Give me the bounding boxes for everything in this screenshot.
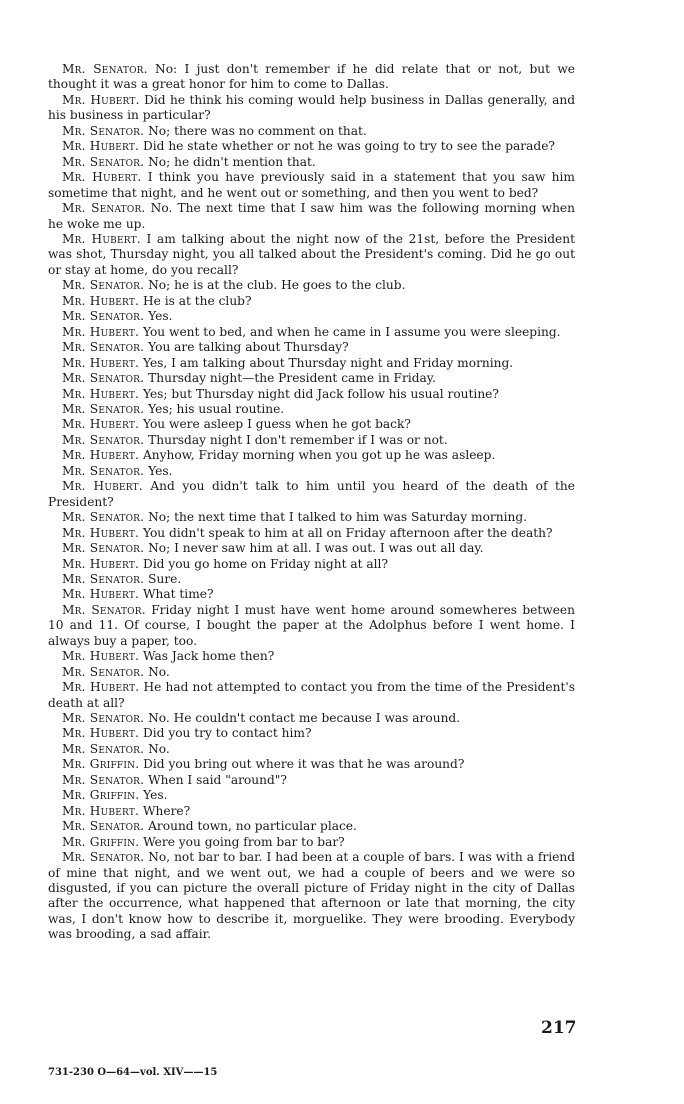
speaker-label: Mr. Senator. (62, 401, 145, 416)
testimony-paragraph (48, 294, 575, 309)
speaker-label: Mr. Senator. (62, 201, 146, 216)
statement-text: You went to bed, and when he came in I assume you were sleeping. (142, 324, 561, 339)
testimony-transcript (48, 62, 575, 943)
statement-text: Where? (142, 803, 191, 818)
speaker-label: Mr. Hubert. (62, 417, 140, 432)
statement-text: Thursday night I don't remember if I was or not. (148, 432, 448, 447)
statement-text: Did he think his coming would help business in Dallas generally, and his business in particular? (48, 92, 576, 123)
statement-text: No; he is at the club. He goes to the club. (148, 278, 406, 293)
testimony-paragraph (48, 232, 575, 278)
statement-text: No; there was no comment on that. (148, 123, 367, 138)
speaker-label: Mr. Hubert. (62, 479, 143, 494)
statement-text: And you didn't talk to him until you heard of the death of the President? (48, 479, 575, 509)
testimony-paragraph (48, 417, 575, 432)
testimony-paragraph (48, 201, 575, 232)
statement-text: I think you have previously said in a statement that you saw him sometime that night, and he went out or something, and then you went to bed? (48, 170, 575, 200)
speaker-label: Mr. Hubert. (62, 293, 140, 308)
speaker-label: Mr. Senator. (62, 571, 145, 586)
testimony-paragraph (48, 464, 575, 479)
statement-text: You were asleep I guess when he got back? (142, 417, 411, 432)
speaker-label: Mr. Hubert. (62, 324, 140, 339)
testimony-paragraph (48, 819, 575, 834)
statement-text: Yes; his usual routine. (148, 401, 285, 416)
statement-text: No; the next time that I talked to him was Saturday morning. (148, 510, 528, 525)
statement-text: He is at the club? (142, 293, 252, 308)
testimony-paragraph (48, 711, 575, 726)
statement-text: He had not attempted to contact you from the time of the President's death at all? (48, 680, 575, 710)
testimony-paragraph (48, 742, 575, 757)
statement-text: Anyhow, Friday morning when you got up he was asleep. (142, 448, 496, 463)
testimony-paragraph (48, 479, 575, 510)
statement-text: Did he state whether or not he was going to try to see the parade? (142, 139, 555, 154)
testimony-paragraph (48, 572, 575, 587)
testimony-paragraph (48, 587, 575, 602)
speaker-label: Mr. Senator. (62, 664, 145, 679)
testimony-paragraph (48, 680, 575, 711)
speaker-label: Mr. Senator. (62, 123, 145, 138)
speaker-label: Mr. Senator. (62, 309, 145, 324)
statement-text: Friday night I must have went home around somewheres between 10 and 11. Of course, I bought the paper at the Adolphus before I went home. I always buy a paper, too. (48, 602, 575, 648)
testimony-paragraph (48, 371, 575, 386)
testimony-paragraph (48, 726, 575, 741)
statement-text: You didn't speak to him at all on Friday afternoon after the death? (142, 525, 553, 540)
statement-text: No, not bar to bar. I had been at a couple of bars. I was with a friend of mine that night, and we went out, we had a couple of beers and we were so disgusted, if you can picture the overall picture of Friday night in the city of Dallas after the occurrence, what happened that afternoon or late that morning, the city was, I don't know how to describe it, morguelike. They were brooding. Everybody was brooding, a sad affair. (48, 850, 575, 942)
testimony-paragraph (48, 850, 575, 943)
testimony-paragraph (48, 649, 575, 664)
speaker-label: Mr. Senator. (62, 340, 145, 355)
testimony-paragraph (48, 541, 575, 556)
statement-text: Was Jack home then? (142, 649, 275, 664)
testimony-paragraph (48, 93, 575, 124)
speaker-label: Mr. Hubert. (62, 231, 141, 246)
speaker-label: Mr. Hubert. (62, 386, 140, 401)
speaker-label: Mr. Senator. (62, 278, 145, 293)
speaker-label: Mr. Griffin. (62, 834, 140, 849)
speaker-label: Mr. Hubert. (62, 355, 140, 370)
testimony-paragraph (48, 124, 575, 139)
statement-text: No. The next time that I saw him was the following morning when he woke me up. (48, 201, 575, 231)
statement-text: You are talking about Thursday? (148, 340, 349, 355)
testimony-paragraph (48, 356, 575, 371)
statement-text: Were you going from bar to bar? (143, 834, 345, 849)
speaker-label: Mr. Griffin. (62, 757, 140, 772)
speaker-label: Mr. Senator. (62, 772, 145, 787)
speaker-label: Mr. Hubert. (62, 726, 140, 741)
speaker-label: Mr. Senator. (62, 62, 148, 76)
testimony-paragraph (48, 340, 575, 355)
testimony-paragraph (48, 139, 575, 154)
footer-print-code: 731-230 O—64—vol. XIV——15 (48, 1067, 218, 1078)
speaker-label: Mr. Senator. (62, 850, 145, 865)
speaker-label: Mr. Senator. (62, 510, 145, 525)
testimony-paragraph (48, 788, 575, 803)
testimony-paragraph (48, 448, 575, 463)
speaker-label: Mr. Senator. (62, 154, 145, 169)
speaker-label: Mr. Hubert. (62, 170, 142, 185)
testimony-paragraph (48, 557, 575, 572)
statement-text: Thursday night—the President came in Friday. (148, 371, 436, 386)
testimony-paragraph (48, 510, 575, 525)
speaker-label: Mr. Hubert. (62, 448, 140, 463)
statement-text: Did you bring out where it was that he was around? (143, 757, 465, 772)
testimony-paragraph (48, 170, 575, 201)
speaker-label: Mr. Griffin. (62, 788, 140, 803)
statement-text: I am talking about the night now of the 21st, before the President was shot, Thursday night, you all talked about the President's coming. Did he go out or stay at home, do you recall? (48, 231, 575, 277)
testimony-paragraph (48, 773, 575, 788)
statement-text: No. (148, 741, 170, 756)
statement-text: Around town, no particular place. (148, 819, 357, 834)
speaker-label: Mr. Hubert. (62, 92, 140, 107)
speaker-label: Mr. Hubert. (62, 649, 140, 664)
speaker-label: Mr. Senator. (62, 541, 145, 556)
speaker-label: Mr. Hubert. (62, 803, 140, 818)
statement-text: Yes. (148, 463, 173, 478)
speaker-label: Mr. Hubert. (62, 556, 140, 571)
speaker-label: Mr. Hubert. (62, 139, 140, 154)
testimony-paragraph (48, 387, 575, 402)
testimony-paragraph (48, 278, 575, 293)
testimony-paragraph (48, 665, 575, 680)
testimony-paragraph (48, 155, 575, 170)
speaker-label: Mr. Senator. (62, 463, 145, 478)
statement-text: Sure. (148, 571, 182, 586)
statement-text: No; I never saw him at all. I was out. I was out all day. (148, 541, 484, 556)
speaker-label: Mr. Senator. (62, 602, 146, 617)
testimony-paragraph (48, 804, 575, 819)
statement-text: No. (148, 664, 170, 679)
statement-text: Did you go home on Friday night at all? (142, 556, 388, 571)
speaker-label: Mr. Hubert. (62, 525, 140, 540)
statement-text: Yes, I am talking about Thursday night and Friday morning. (142, 355, 514, 370)
statement-text: No. He couldn't contact me because I was around. (148, 711, 461, 726)
statement-text: What time? (142, 587, 214, 602)
page-number: 217 (541, 1018, 577, 1038)
testimony-paragraph (48, 757, 575, 772)
speaker-label: Mr. Senator. (62, 711, 145, 726)
speaker-label: Mr. Hubert. (62, 680, 140, 695)
testimony-paragraph (48, 325, 575, 340)
statement-text: No: I just don't remember if he did relate that or not, but we thought it was a great honor for him to come to Dallas. (48, 62, 576, 92)
statement-text: Yes. (143, 788, 168, 803)
speaker-label: Mr. Hubert. (62, 587, 140, 602)
statement-text: Yes; but Thursday night did Jack follow his usual routine? (142, 386, 499, 401)
statement-text: When I said "around"? (148, 772, 287, 787)
testimony-paragraph (48, 309, 575, 324)
testimony-paragraph (48, 62, 575, 93)
testimony-paragraph (48, 433, 575, 448)
speaker-label: Mr. Senator. (62, 432, 145, 447)
testimony-paragraph (48, 603, 575, 649)
testimony-paragraph (48, 835, 575, 850)
speaker-label: Mr. Senator. (62, 371, 145, 386)
testimony-paragraph (48, 526, 575, 541)
statement-text: Yes. (148, 309, 173, 324)
statement-text: No; he didn't mention that. (148, 154, 316, 169)
testimony-paragraph (48, 402, 575, 417)
speaker-label: Mr. Senator. (62, 741, 145, 756)
speaker-label: Mr. Senator. (62, 819, 145, 834)
statement-text: Did you try to contact him? (142, 726, 312, 741)
